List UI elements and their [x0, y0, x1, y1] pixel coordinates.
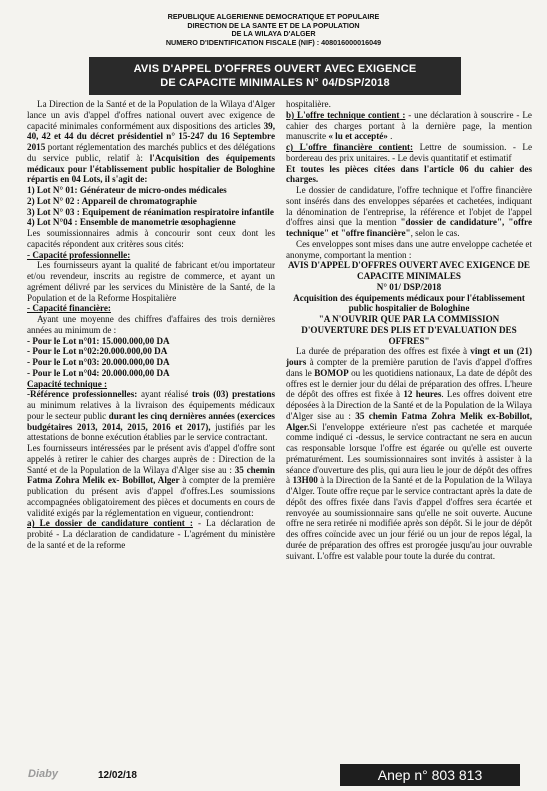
lot-1: 1) Lot N° 01: Générateur de micro-ondes médicales — [27, 185, 227, 195]
publication-date: 12/02/18 — [98, 770, 137, 781]
financial-offer-paragraph: c) L'offre financière contient: Lettre de soumission. - Le bordereau des prix unitaires. - Le devis quantitatif et estimatif — [286, 142, 533, 163]
right-column — [286, 99, 532, 561]
publication-logo: Diaby — [28, 768, 58, 780]
all-documents-text: Et toutes les pièces citées dans l'article 06 du cahier des charges. — [286, 163, 532, 185]
header-direction: DIRECTION DE LA SANTE ET DE LA POPULATION — [187, 20, 360, 30]
envelope-mention-number: N° 01/ DSP/2018 — [376, 281, 442, 292]
header-nif: NUMERO D'IDENTIFICATION FISCALE (NIF) : 408016000016049 — [165, 37, 382, 47]
left-column — [27, 99, 275, 551]
candidature-file-paragraph: a) Le dossier de candidature contient : - La déclaration de probité - La déclaration de candidature - L'agrément du ministère de la santé et de la reforme — [27, 518, 275, 550]
turnover-lot-2: - Pour le Lot n°02:20.000.000,00 DA — [27, 346, 168, 357]
issuer-header — [0, 13, 547, 47]
notice-title-banner — [89, 57, 461, 95]
envelope-mention-object: Acquisition des équipements médicaux pour l'établissement public hospitalier de Bologhine — [293, 292, 525, 314]
turnover-lot-1: - Pour le Lot n°01: 15.000.000,00 DA — [27, 335, 170, 346]
envelopes-paragraph: Le dossier de candidature, l'offre technique et l'offre financière sont insérés dans des enveloppes séparées et cachetées, indiquant la dénomination de l'entreprise, la référence et l'objet de l'appel d'offres ainsi que la mention "dossier de candidature", "offre technique" et "offre financière", selon le cas. — [286, 185, 532, 238]
outer-envelope-text: Ces enveloppes sont mises dans une autre enveloppe cachetée et anonyme, comportant la mention : — [286, 238, 532, 260]
financial-capacity-title: - Capacité financière: — [27, 303, 111, 314]
references-paragraph: -Référence professionnelles: ayant réalisé trois (03) prestations au minimum relatives à la livraison des équipements médicaux pour le secteur public durant les cinq dernières années (exercices budgétaires 2013, 2014, 2015, 2016 et 2017), justifiés par les attestations de bonne exécution établies par le service contractant. — [27, 389, 276, 443]
banner-line-1: AVIS D'APPEL D'OFFRES OUVERT AVEC EXIGENCE — [133, 63, 417, 75]
suppliers-paragraph: Les fournisseurs intéressées par le présent avis d'appel d'offre sont appelés à retirer le cahier des charges auprès de : Direction de la Santé et de la Population de la Wilaya d'Alger sise au : 35 chemin Fatma Zohra Melik ex- Bobillot, Alger à compter de la première publication du présent avis d'appel d'offres.Les soumissions accompagnées obligatoirement des pièces et documents en cours de validité exigés par la réglementation en vigueur, contiendront: — [27, 443, 276, 518]
professional-capacity-title: - Capacité professionnelle: — [27, 249, 131, 260]
deadline-paragraph: La durée de préparation des offres est fixée à vingt et un (21) jours à compter de la première parution de l'avis d'appel d'offres dans le BOMOP ou les quotidiens nationaux, La date de dépôt des offres est le dernier jour du délai de préparation des offres. L'heure de dépôt des offres est fixée à 12 heures. Les offres doivent etre déposées à la Direction de la Santé et de la Population de la Wilaya d'Alger sise au : 35 chemin Fatma Zohra Melik ex-Bobillot, Alger.Si l'enveloppe extérieure n'est pas cachetée et marquée comme indiqué ci -dessus, le service contractant ne sera en aucun cas responsable lorsque l'offre est égarée ou qu'elle est ouverte prématurément. Les soumissionnaires sont invités à assister à la séance d'ouverture des plis, qui aura lieu le jour de dépôt des offres à 13H00 à la Direction de la Santé et de la Population de la Wilaya d'Alger. Toute offre reçue par le service contractant après la date de dépôt des offres fixée dans l'avis d'appel d'offres sera écartée et renvoyée au soumissionnaire sans qu'elle ne soit ouverte. Aucune offre ne sera retirée ni modifiée après son dépôt. Si le jour de dépôt des offres coïncide avec un jour férié ou un jour de repos légal, la durée de préparation des offres est prorogée jusqu'au jour ouvrable suivant. L'offre est valable pour toute la durée du contrat. — [286, 346, 532, 561]
technical-capacity-title: Capacité technique : — [27, 378, 108, 389]
admission-text: Les soumissionnaires admis à concourir sont ceux dont les capacités répondent aux critères sous cités: — [27, 228, 275, 249]
lot-4: 4) Lot N°04 : Ensemble de manometrie œsophagienne — [27, 217, 236, 228]
technical-offer-paragraph: b) L'offre technique contient : - une déclaration à souscrire - Le cahier des charges portant à la dernière page, la mention manuscrite « lu et accepté» . — [286, 109, 532, 142]
header-wilaya: DE LA WILAYA D'ALGER — [231, 29, 316, 39]
financial-capacity-text: Ayant une moyenne des chiffres d'affaires des trois dernières années au minimum de : — [27, 314, 275, 335]
envelope-mention-title: AVIS D'APPEL D'OFFRES OUVERT AVEC EXIGENCE DE CAPACITE MINIMALES — [287, 260, 531, 281]
professional-capacity-text: Les fournisseurs ayant la qualité de fabricant et/ou importateur et/ou revendeur, inscrits au registre de commerce, et ayant un agrément délivré par les services du Ministère de la Santé, de la Population et de la Reforme Hospitalière — [27, 260, 275, 303]
turnover-lot-3: - Pour le Lot n°03: 20.000.000,00 DA — [27, 357, 170, 367]
envelope-mention-do-not-open: "A N'OUVRIR QUE PAR LA COMMISSION D'OUVERTURE DES PLIS ET D'EVALUATION DES OFFRES" — [301, 314, 517, 346]
turnover-lot-4: - Pour le Lot n°04: 20.000.000,00 DA — [27, 367, 170, 378]
lot-2: 2) Lot N° 02 : Appareil de chromatographie — [27, 195, 197, 206]
header-republic: REPUBLIQUE ALGERIENNE DEMOCRATIQUE ET POPULAIRE — [167, 12, 380, 21]
intro-paragraph: La Direction de la Santé et de la Population de la Wilaya d'Alger lance un avis d'appel d'offres national ouvert avec exigence de capacité minimales conformément aux dispositions des articles 39, 40, 42 et 44 du décret présidentiel n° 15-247 du 16 Septembre 2015 portant réglementation des marchés publics et des délégations du service public, relatif à: l'Acquisition des équipements médicaux pour l'établissement public hospitalier de Bologhine répartis en 04 Lots, il s'agit de: — [27, 99, 276, 185]
anep-reference-box: Anep n° 803 813 — [340, 764, 520, 786]
lot-3: 3) Lot N° 03 : Equipement de réanimation respiratoire infantile — [27, 206, 274, 217]
hospital-continuation: hospitalière. — [286, 99, 331, 109]
banner-line-2: DE CAPACITE MINIMALES N° 04/DSP/2018 — [160, 77, 390, 89]
